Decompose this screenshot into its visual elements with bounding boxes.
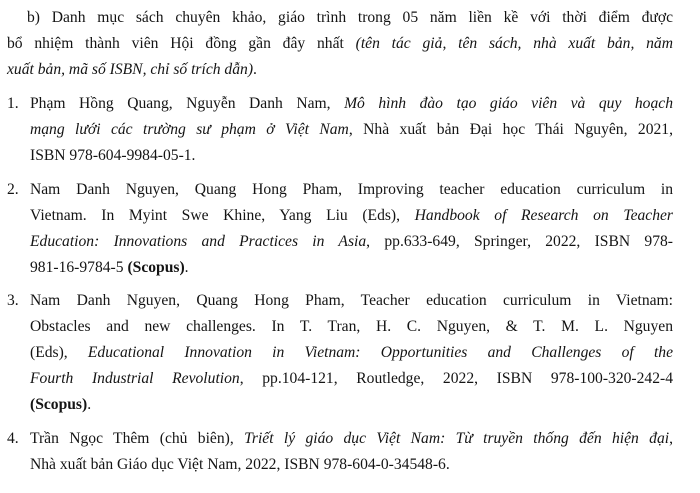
list-item-text	[30, 426, 673, 478]
entry-1-title-part-1: Mô hình đào tạo giáo viên và quy hoạch	[344, 95, 673, 112]
entry-3-eds: (Eds),	[30, 344, 88, 361]
entry-2-scopus-badge: (Scopus)	[127, 259, 185, 276]
entry-3-line-4	[30, 366, 673, 392]
entry-4-title: Triết lý giáo dục Việt Nam: Từ truyền thống đến hiện đại	[244, 430, 670, 447]
entry-2-line-4	[30, 255, 673, 281]
entry-1-line-3: ISBN 978-604-9984-05-1.	[30, 147, 196, 164]
list-item-number: 2.	[7, 181, 19, 198]
entry-4-line-2: Nhà xuất bản Giáo dục Việt Nam, 2022, ISBN 978-604-0-34548-6.	[30, 456, 450, 473]
entry-2-book-title-part-2: Education: Innovations and Practices in Asia	[30, 233, 367, 250]
entry-3-line-3	[30, 340, 673, 366]
entry-2-line-3	[30, 229, 673, 255]
entry-1-line-1	[30, 91, 673, 117]
entry-3-line-5	[30, 392, 673, 418]
intro-line-1: b) Danh mục sách chuyên khảo, giáo trình trong 05 năm liền kề với thời điểm được	[27, 9, 673, 26]
list-item-number: 1.	[7, 95, 19, 112]
entry-4-comma: ,	[669, 430, 673, 447]
entry-2-book-title-part-1: Handbook of Research on Teacher	[414, 207, 673, 224]
entry-4-line-1	[30, 426, 673, 452]
entry-2-pages: , pp.633-649, Springer, 2022, ISBN 978-	[366, 233, 673, 250]
intro-line-2-text: bổ nhiệm thành viên Hội đồng gần đây nhất	[7, 35, 356, 52]
entry-3-end: .	[87, 396, 92, 413]
entry-4-author: Trần Ngọc Thêm (chủ biên),	[30, 430, 245, 447]
entry-3-line-1: Nam Danh Nguyen, Quang Hong Pham, Teacher education curriculum in Vietnam:	[30, 292, 673, 309]
entry-2-isbn-end: 981-16-9784-5	[30, 259, 128, 276]
intro-line-3	[7, 57, 673, 83]
intro-line-2	[7, 31, 673, 57]
intro-line-2-italic: (tên tác giả, tên sách, nhà xuất bản, năm	[355, 35, 673, 52]
list-item-number: 4.	[7, 430, 19, 447]
list-item-text	[30, 288, 673, 418]
entry-2-editors: Vietnam. In Myint Swe Khine, Yang Liu (Eds),	[30, 207, 415, 224]
list-item-text	[30, 177, 673, 281]
intro-line-3-italic: xuất bản, mã số ISBN, chỉ số trích dẫn)	[7, 61, 254, 78]
entry-3-scopus-badge: (Scopus)	[30, 396, 88, 413]
entry-3-book-title-part-2: Fourth Industrial Revolution	[30, 370, 240, 387]
entry-3-book-title-part-1: Educational Innovation in Vietnam: Opportunities and Challenges of the	[87, 344, 673, 361]
entry-1-publisher: , Nhà xuất bản Đại học Thái Nguyên, 2021,	[348, 121, 673, 138]
list-item-text	[30, 91, 673, 169]
list-item-number: 3.	[7, 292, 19, 309]
entry-2-end: .	[184, 259, 189, 276]
entry-3-pages: , pp.104-121, Routledge, 2022, ISBN 978-100-320-242-4	[239, 370, 673, 387]
entry-2-line-1: Nam Danh Nguyen, Quang Hong Pham, Improving teacher education curriculum in	[30, 181, 673, 198]
entry-3-line-2: Obstacles and new challenges. In T. Tran, H. C. Nguyen, & T. M. L. Nguyen	[30, 318, 673, 335]
entry-1-line-2	[30, 117, 673, 143]
entry-1-authors: Phạm Hồng Quang, Nguyễn Danh Nam,	[30, 95, 345, 112]
entry-1-title-part-2: mạng lưới các trường sư phạm ở Việt Nam	[30, 121, 349, 138]
entry-2-line-2	[30, 203, 673, 229]
section-intro	[7, 5, 673, 83]
intro-line-3-end: .	[253, 61, 257, 78]
